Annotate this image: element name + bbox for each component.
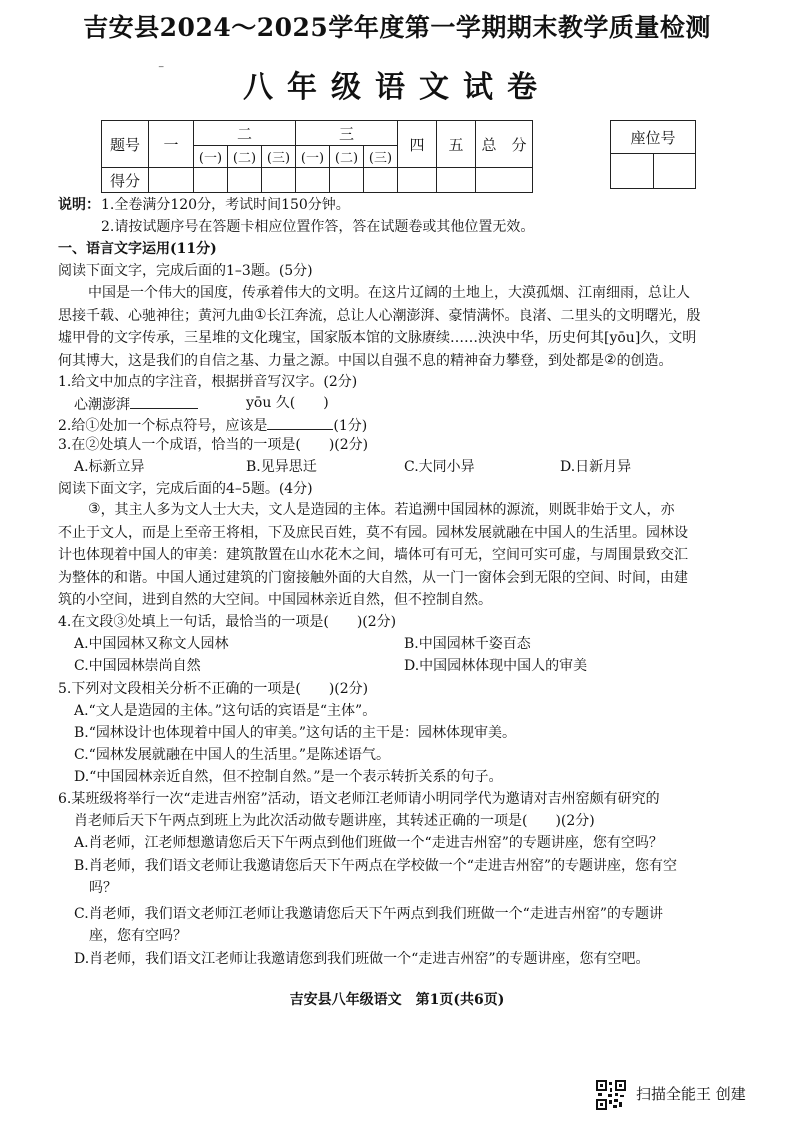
scanner-brand: 扫描全能王 创建	[636, 1085, 746, 1103]
score-sub: (二)	[228, 146, 262, 168]
score-col-4: 四	[398, 121, 437, 168]
q3-option-c[interactable]: C.大同小异	[404, 459, 475, 475]
tick-mark: ⁻	[158, 62, 165, 76]
question-4: 4.在文段③处填上一句话，最恰当的一项是( )(2分)	[58, 614, 397, 630]
marker-1: ①	[254, 306, 267, 323]
q4-option-b[interactable]: B.中国园林千姿百态	[404, 636, 531, 652]
reading-intro-2: 阅读下面文字，完成后面的4–5题。(4分)	[58, 481, 313, 497]
seat-cell[interactable]	[653, 154, 696, 189]
passage-1-line: 墟甲骨的文字传承，三星堆的文化瑰宝，国家版本馆的文脉赓续……泱泱中华，历史何其[yōu]久，文明	[58, 330, 697, 346]
notes-label: 说明：	[58, 197, 100, 213]
q2-blank[interactable]	[267, 415, 333, 430]
score-col-3: 三	[296, 121, 398, 146]
q5-option-d[interactable]: D.“中国园林亲近自然，但不控制自然。”是一个表示转折关系的句子。	[74, 769, 503, 785]
section-1-title: 一、语言文字运用(11分)	[58, 241, 217, 257]
question-2: 2.给①处加一个标点符号，应该是 (1分)	[58, 415, 367, 435]
question-1: 1.给文中加点的字注音，根据拼音写汉字。(2分)	[58, 374, 358, 390]
score-row-label: 得分	[102, 168, 149, 193]
passage-1-line: 中国是一个伟大的国度，传承着伟大的文明。在这片辽阔的土地上，大漠孤烟、江南细雨，总让人	[88, 285, 690, 301]
seat-cell[interactable]	[611, 154, 654, 189]
score-col-1: 一	[149, 121, 194, 168]
q6-option-a[interactable]: A.肖老师，江老师想邀请您后天下午两点到他们班做一个“走进吉州窑”的专题讲座，您有空吗？	[74, 835, 663, 851]
notes-line-1: 1.全卷满分120分，考试时间150分钟。	[101, 197, 350, 213]
q4-option-a[interactable]: A.中国园林又称文人园林	[74, 636, 229, 652]
exam-subtitle: 八年级语文试卷	[243, 70, 551, 105]
score-cell[interactable]	[149, 168, 194, 193]
score-sub: (三)	[262, 146, 296, 168]
seat-number-box	[610, 120, 696, 189]
question-6-line-2: 肖老师后天下午两点到班上为此次活动做专题讲座，其转述正确的一项是( )(2分)	[74, 813, 595, 829]
q1-item-a: 心潮澎湃	[74, 394, 198, 414]
page-footer: 吉安县八年级语文 第1页(共6页)	[289, 992, 505, 1008]
score-table	[101, 120, 533, 193]
score-cell[interactable]	[437, 168, 476, 193]
exam-title: 吉安县2024～2025学年度第一学期期末教学质量检测	[83, 13, 711, 42]
q4-option-c[interactable]: C.中国园林崇尚自然	[74, 658, 201, 674]
score-cell[interactable]	[296, 168, 330, 193]
marker-3: ③	[88, 501, 101, 517]
passage-2-line: ③，其主人多为文人士大夫，文人是造园的主体。若追溯中国园林的源流，则既非始于文人，亦	[88, 501, 675, 518]
q3-option-b[interactable]: B.见异思迁	[246, 459, 317, 475]
score-cell[interactable]	[194, 168, 228, 193]
score-cell[interactable]	[262, 168, 296, 193]
score-col-5: 五	[437, 121, 476, 168]
q1-item-b: yōu 久( )	[246, 395, 329, 411]
passage-1-line: 思接千载、心驰神往；黄河九曲①长江奔流，总让人心潮澎湃、豪情满怀。良渚、二里头的文明曙光，殷	[58, 306, 701, 324]
q4-option-d[interactable]: D.中国园林体现中国人的审美	[404, 658, 588, 674]
seat-label: 座位号	[611, 121, 696, 154]
score-header-label: 题号	[102, 121, 149, 168]
score-sub: (一)	[194, 146, 228, 168]
passage-2-line: 计也体现着中国人的审美：建筑散置在山水花木之间，墙体可有可无，空间可实可虚，与周围景致交汇	[58, 547, 688, 563]
question-5: 5.下列对文段相关分析不正确的一项是( )(2分)	[58, 681, 369, 697]
score-cell[interactable]	[364, 168, 398, 193]
score-col-total: 总 分	[476, 121, 533, 168]
q1-blank-a[interactable]	[130, 394, 198, 409]
score-col-2: 二	[194, 121, 296, 146]
passage-2-line: 筑的小空间，进到自然的大空间。中国园林亲近自然，但不控制自然。	[58, 592, 492, 608]
q5-option-a[interactable]: A.“文人是造园的主体。”这句话的宾语是“主体”。	[74, 703, 377, 719]
q3-option-a[interactable]: A.标新立异	[74, 459, 145, 475]
q5-option-b[interactable]: B.“园林设计也体现着中国人的审美。”这句话的主干是：园林体现审美。	[74, 725, 517, 741]
passage-2-line: 不止于文人，而是上至帝王将相，下及庶民百姓，莫不有园。园林发展就融在中国人的生活里。园林设	[58, 524, 688, 541]
qr-code-icon	[596, 1080, 626, 1110]
q6-option-d[interactable]: D.肖老师，我们语文江老师让我邀请您到我们班做一个“走进吉州窑”的专题讲座，您有空吧。	[74, 951, 650, 967]
passage-1-line: 何其博大，这是我们的自信之基、力量之源。中国以自强不息的精神奋力攀登，到处都是②的创造。	[58, 351, 673, 369]
score-cell[interactable]	[398, 168, 437, 193]
notes-line-2: 2.请按试题序号在答题卡相应位置作答，答在试题卷或其他位置无效。	[101, 219, 535, 235]
q6-option-b-cont: 吗？	[89, 880, 117, 896]
q5-option-c[interactable]: C.“园林发展就融在中国人的生活里。”是陈述语气。	[74, 747, 390, 763]
score-sub: (二)	[330, 146, 364, 168]
score-cell[interactable]	[330, 168, 364, 193]
passage-2-line: 为整体的和谐。中国人通过建筑的门窗接触外面的大自然，从一门一窗体会到无限的空间、时间，由建	[58, 569, 688, 586]
question-3: 3.在②处填人一个成语，恰当的一项是( )(2分)	[58, 437, 369, 453]
q6-option-b[interactable]: B.肖老师，我们语文老师让我邀请您后天下午两点在学校做一个“走进吉州窑”的专题讲座，您有空	[74, 858, 678, 874]
score-cell[interactable]	[228, 168, 262, 193]
question-6-line-1: 6.某班级将举行一次“走进吉州窑”活动，语文老师江老师请小明同学代为邀请对吉州窑颇有研究的	[58, 791, 660, 807]
q6-option-c-cont: 座，您有空吗？	[89, 928, 187, 944]
reading-passage-2	[58, 499, 741, 612]
reading-passage-1	[58, 282, 741, 372]
score-sub: (一)	[296, 146, 330, 168]
marker-2: ②	[604, 351, 617, 368]
q3-option-d[interactable]: D.日新月异	[560, 459, 632, 475]
score-sub: (三)	[364, 146, 398, 168]
score-cell[interactable]	[476, 168, 533, 193]
q6-option-c[interactable]: C.肖老师，我们语文老师江老师让我邀请您后天下午两点到我们班做一个“走进吉州窑”的专题讲	[74, 906, 663, 922]
reading-intro-1: 阅读下面文字，完成后面的1–3题。(5分)	[58, 263, 313, 279]
